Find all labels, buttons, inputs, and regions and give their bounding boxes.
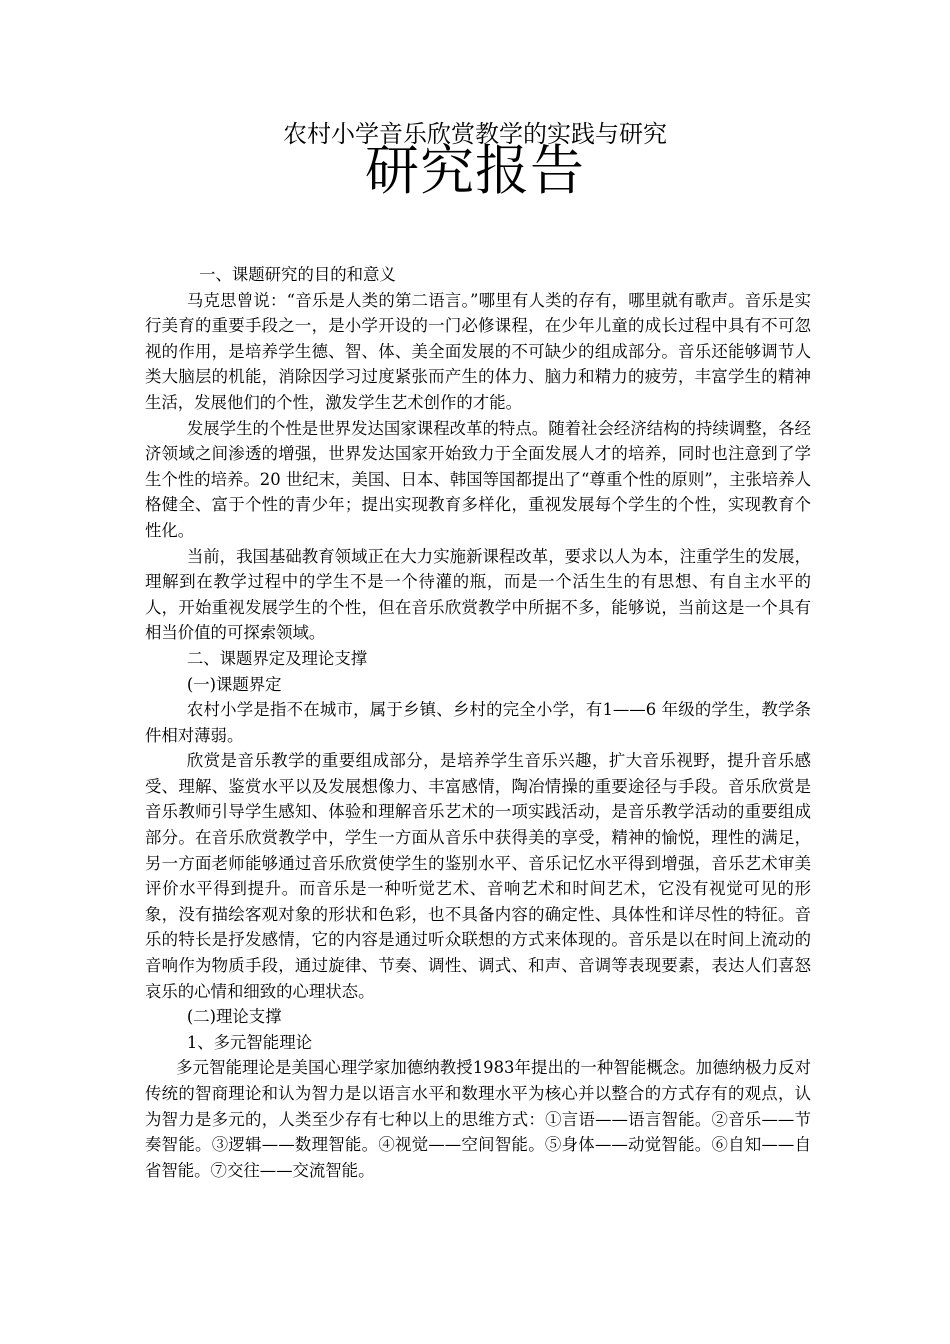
paragraph: 马克思曾说：“音乐是人类的第二语言。”哪里有人类的存有，哪里就有歌声。音乐是实行美育的重要手段之一，是小学开设的一门必修课程，在少年儿童的成长过程中具有不可忽视的作用，是培养学生德、智、体、美全面发展的不可缺少的组成部分。音乐还能够调节人类大脑层的机能，消除因学习过度紧张而产生的体力、脑力和精力的疲劳，丰富学生的精神生活，发展他们的个性，激发学生艺术创作的才能。: [145, 290, 811, 412]
subsection-heading-definition: (一)课题界定: [186, 674, 282, 694]
document-body: [145, 262, 811, 1183]
section-heading-definition: 二、课题界定及理论支撑: [186, 648, 368, 668]
document-title: 研究报告: [365, 139, 585, 202]
paragraph: 多元智能理论是美国心理学家加德纳教授1983年提出的一种智能概念。加德纳极力反对传统的智商理论和认为智力是以语言水平和数理水平为核心并以整合的方式存有的观点，认为智力是多元的，人类至少存有七种以上的思维方式：①言语——语言智能。②音乐——节奏智能。③逻辑——数理智能。④视觉——空间智能。⑤身体——动觉智能。⑥自知——自省智能。⑦交往——交流智能。: [145, 1058, 811, 1180]
paragraph: 发展学生的个性是世界发达国家课程改革的特点。随着社会经济结构的持续调整，各经济领域之间渗透的增强，世界发达国家开始致力于全面发展人才的培养，同时也注意到了学生个性的培养。20 世纪末，美国、日本、韩国等国都提出了“尊重个性的原则”，主张培养人格健全、富于个性的青少年；提出实现教育多样化，重视发展每个学生的个性，实现教育个性化。: [145, 418, 811, 540]
paragraph: 农村小学是指不在城市，属于乡镇、乡村的完全小学，有1——6 年级的学生，教学条件相对薄弱。: [145, 700, 811, 745]
subsection-heading-theory: (二)理论支撑: [186, 1007, 282, 1027]
section-heading-purpose: 一、课题研究的目的和意义: [199, 265, 396, 284]
document-subtitle: 农村小学音乐欣赏教学的实践与研究: [283, 120, 667, 148]
paragraph: 欣赏是音乐教学的重要组成部分，是培养学生音乐兴趣，扩大音乐视野，提升音乐感受、理解、鉴赏水平以及发展想像力、丰富感情，陶冶情操的重要途径与手段。音乐欣赏是音乐教师引导学生感知、体验和理解音乐艺术的一项实践活动，是音乐教学活动的重要组成部分。在音乐欣赏教学中，学生一方面从音乐中获得美的享受，精神的愉悦，理性的满足，另一方面老师能够通过音乐欣赏使学生的鉴别水平、音乐记忆水平得到增强，音乐艺术审美评价水平得到提升。而音乐是一种听觉艺术、音响艺术和时间艺术，它没有视觉可见的形象，没有描绘客观对象的形状和色彩，也不具备内容的确定性、具体性和详尽性的特征。音乐的特长是抒发感情，它的内容是通过听众联想的方式来体现的。音乐是以在时间上流动的音响作为物质手段，通过旋律、节奏、调性、调式、和声、音调等表现要素，表达人们喜怒哀乐的心情和细致的心理状态。: [145, 751, 811, 1001]
paragraph: 当前，我国基础教育领域正在大力实施新课程改革，要求以人为本，注重学生的发展，理解到在教学过程中的学生不是一个待灌的瓶，而是一个活生生的有思想、有自主水平的人，开始重视发展学生的个性，但在音乐欣赏教学中所据不多，能够说，当前这是一个具有相当价值的可探索领域。: [145, 546, 811, 643]
theory-item-heading: 1、多元智能理论: [186, 1032, 312, 1052]
